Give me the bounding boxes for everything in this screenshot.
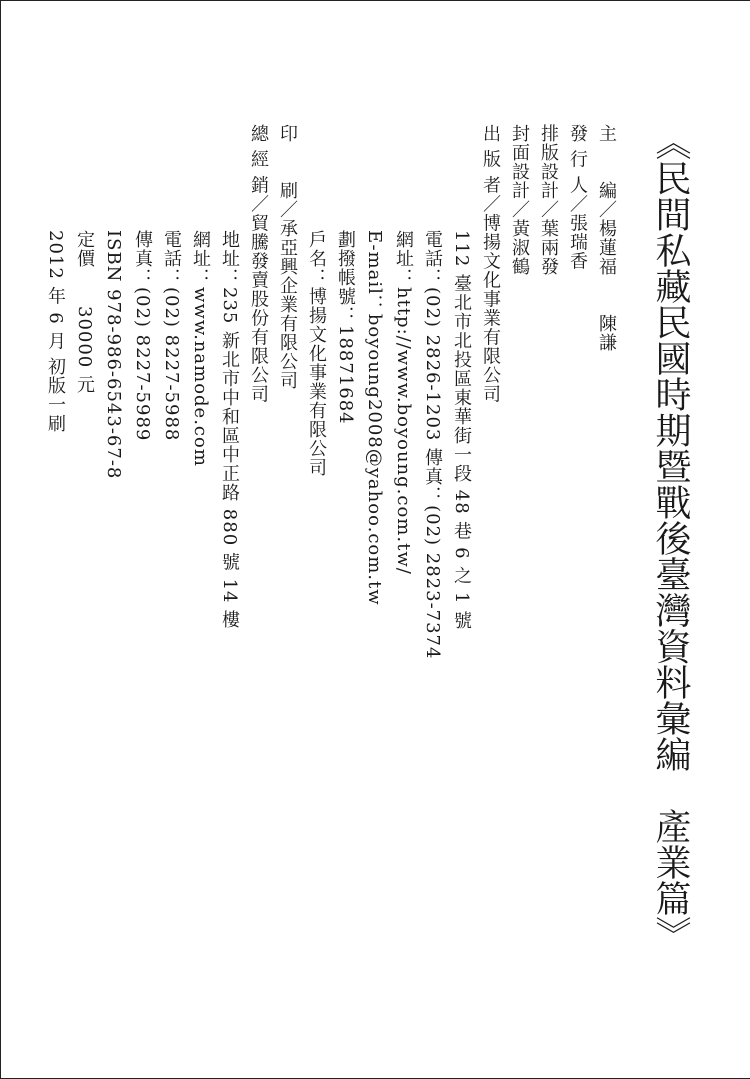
isbn-line: ISBN 978-986-6543-67-8 — [103, 230, 124, 480]
distributor-phone: 電話：(02) 8227-5988 — [161, 230, 182, 442]
printer-line: 印 刷／承亞興企業有限公司 — [277, 124, 298, 390]
publisher-address: 112 臺北市北投區東華街一段 48 巷 6 之 1 號 — [451, 230, 472, 631]
distributor-website: 網址：www.namode.com — [190, 230, 211, 467]
book-title: 《民間私藏民國時期暨戰後臺灣資料彙編 產業篇》 — [650, 124, 691, 952]
editor-line: 主 編／楊蓮福 陳謙 — [596, 124, 617, 352]
distributor-fax: 傳真：(02) 8227-5989 — [132, 230, 153, 442]
distributor-address: 地址：235 新北市中和區中正路 880 號 14 樓 — [219, 230, 240, 630]
account-name: 戶名：博揚文化事業有限公司 — [306, 230, 327, 477]
postal-account: 劃撥帳號：18871684 — [335, 230, 356, 425]
publisher-website: 網址：http://www.boyoung.com.tw/ — [393, 230, 414, 575]
edition-line: 2012 年 6 月 初版一刷 — [45, 230, 66, 434]
publisher-person-line: 發 行 人／張瑞香 — [567, 124, 588, 271]
publisher-line: 出 版 者／博揚文化事業有限公司 — [480, 124, 501, 404]
price-line: 定價 30000 元 — [74, 230, 95, 394]
publisher-phone: 電話：(02) 2826-1203 傳真：(02) 2823-7374 — [422, 230, 443, 660]
layout-design-line: 排版設計／葉兩發 — [538, 124, 559, 276]
distributor-line: 總 經 銷／貿騰發賣股份有限公司 — [248, 124, 269, 404]
cover-design-line: 封面設計／黃淑鶴 — [509, 124, 530, 276]
publisher-email: E-mail：boyoung2008@yahoo.com.tw — [364, 230, 385, 606]
